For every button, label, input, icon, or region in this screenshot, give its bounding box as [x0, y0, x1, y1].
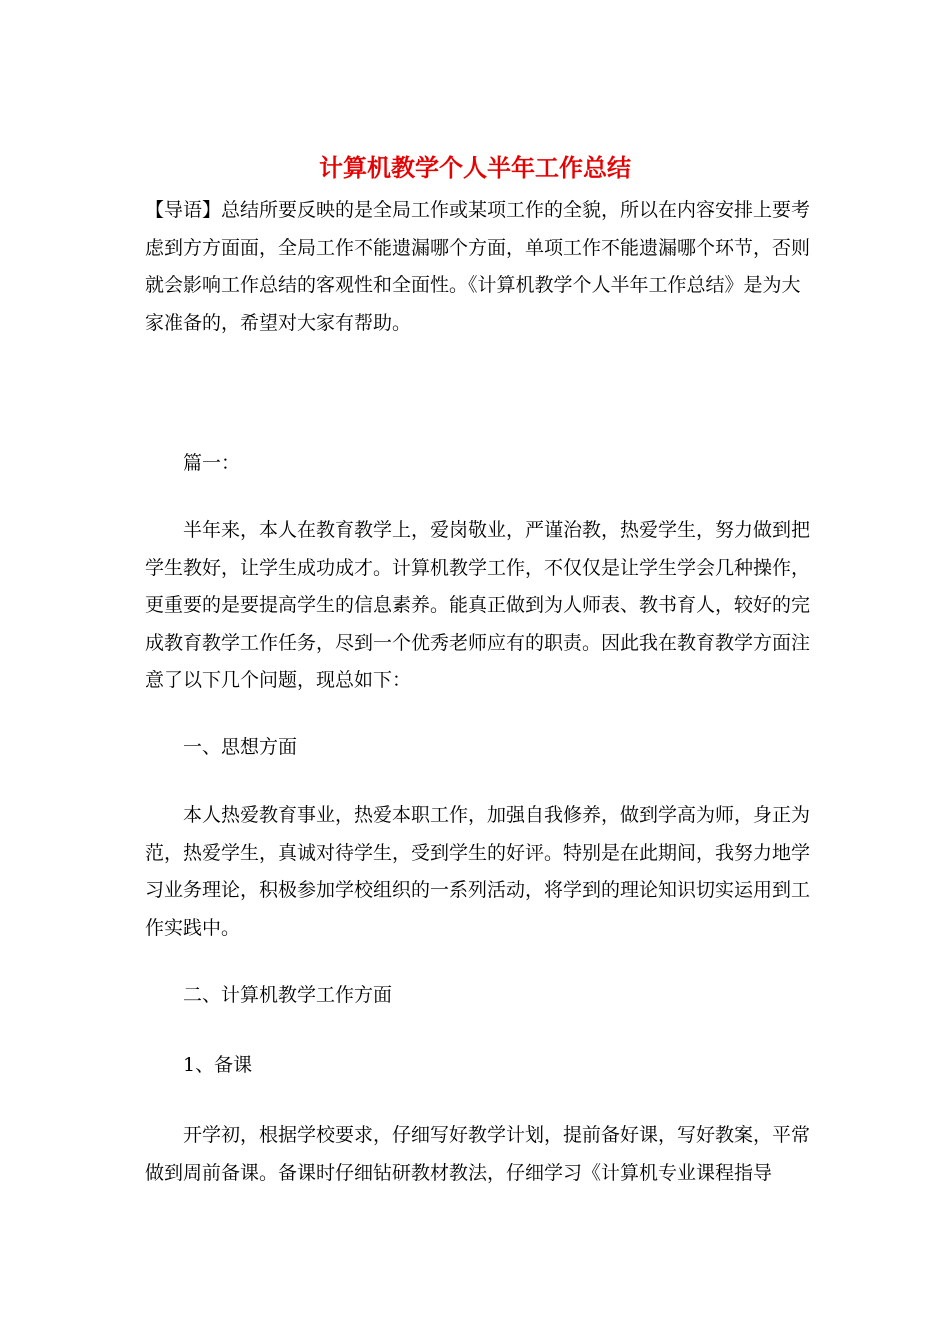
section-heading-2: 二、计算机教学工作方面	[183, 984, 393, 1006]
section-heading-1: 一、思想方面	[183, 736, 298, 758]
intro-paragraph: 【导语】总结所要反映的是全局工作或某项工作的全貌，所以在内容安排上要考虑到方方面面，全局工作不能遗漏哪个方面，单项工作不能遗漏哪个环节，否则就会影响工作总结的客观性和全面性。《计算机教学个人半年工作总结》是为大家准备的，希望对大家有帮助。	[145, 199, 811, 334]
body-paragraph-3: 开学初，根据学校要求，仔细写好教学计划，提前备好课，写好教案，平常做到周前备课。备课时仔细钻研教材教法，仔细学习《计算机专业课程指导	[145, 1124, 811, 1184]
subsection-heading-1: 1、备课	[183, 1054, 253, 1076]
body-paragraph-1: 半年来，本人在教育教学上，爱岗敬业，严谨治教，热爱学生，努力做到把学生教好，让学生成功成才。计算机教学工作，不仅仅是让学生学会几种操作，更重要的是要提高学生的信息素养。能真正做到为人师表、教书育人，较好的完成教育教学工作任务，尽到一个优秀老师应有的职责。因此我在教育教学方面注意了以下几个问题，现总如下：	[145, 519, 811, 691]
part-label: 篇一：	[183, 452, 241, 474]
body-paragraph-2: 本人热爱教育事业，热爱本职工作，加强自我修养，做到学高为师，身正为范，热爱学生，真诚对待学生，受到学生的好评。特别是在此期间，我努力地学习业务理论，积极参加学校组织的一系列活动，将学到的理论知识切实运用到工作实践中。	[145, 804, 811, 939]
document-title: 计算机教学个人半年工作总结	[319, 153, 631, 182]
